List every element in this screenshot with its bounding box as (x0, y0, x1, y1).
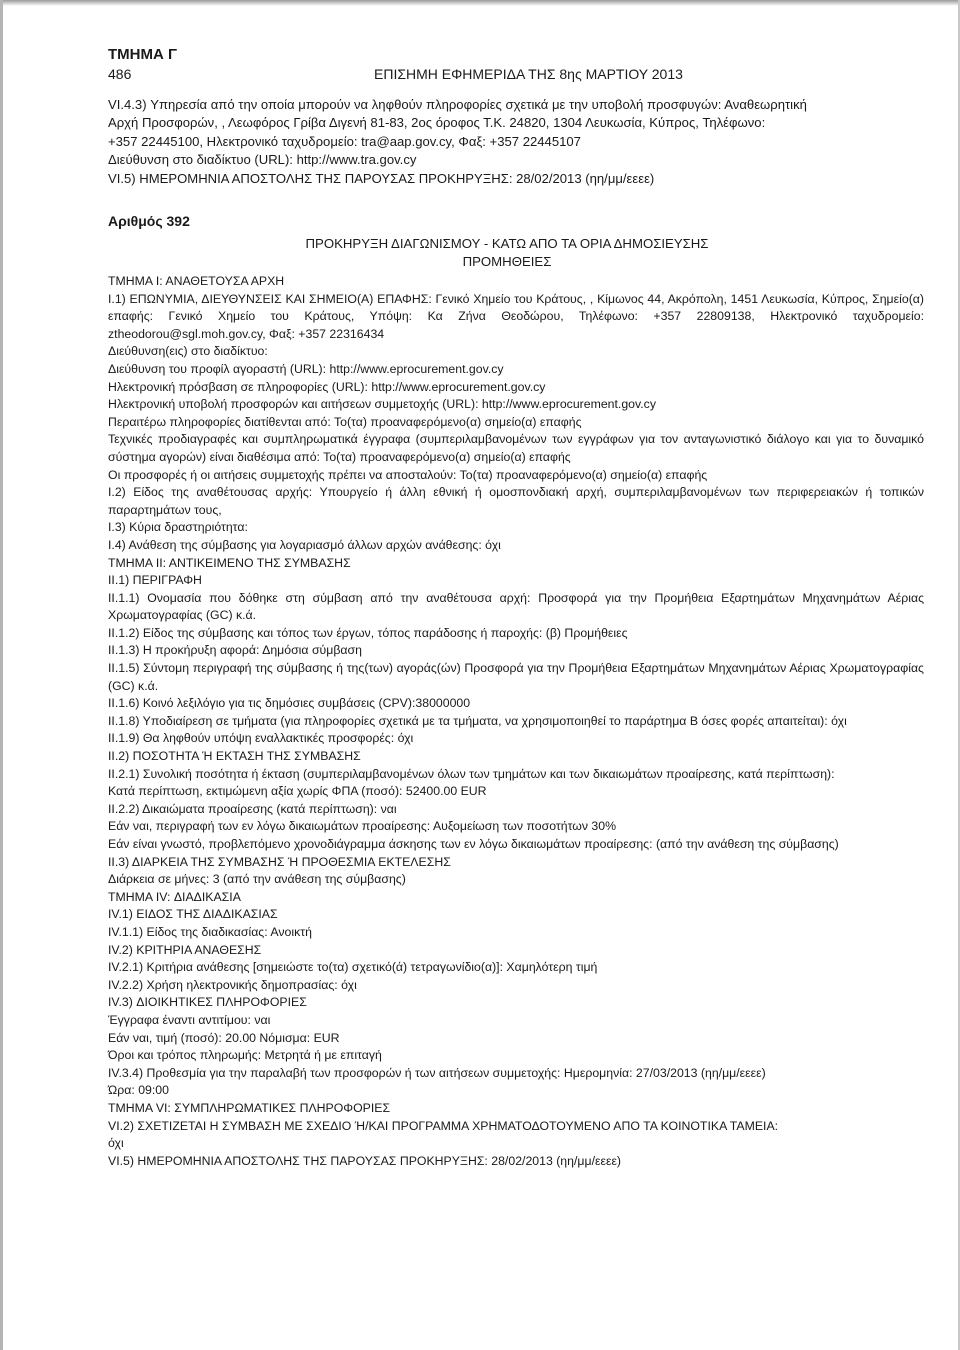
paragraph: IV.1) ΕΙΔΟΣ ΤΗΣ ΔΙΑΔΙΚΑΣΙΑΣ (108, 907, 278, 922)
notice-number: Αριθμός 392 (108, 213, 190, 229)
paragraph: Διάρκεια σε μήνες: 3 (από την ανάθεση της σύμβασης) (108, 872, 406, 887)
paragraph: IV.2) ΚΡΙΤΗΡΙΑ ΑΝΑΘΕΣΗΣ (108, 942, 262, 957)
paragraph: ΙΙ.1.5) Σύντομη περιγραφή της σύμβασης ή της(των) αγοράς(ών) Προσφορά για την Προμήθεια Εξαρτημάτων Μηχανημάτων Αέριας Χρωματογραφίας (GC) κ.ά. (108, 661, 924, 693)
paragraph: VI.2) ΣΧΕΤΙΖΕΤΑΙ Η ΣΥΜΒΑΣΗ ΜΕ ΣΧΕΔΙΟ Ή/ΚΑΙ ΠΡΟΓΡΑΜΜΑ ΧΡΗΜΑΤΟΔΟΤΟΥΜΕΝΟ ΑΠΟ ΤΑ ΚΟΙΝΟΤΙΚΑ ΤΑΜΕΙΑ: (108, 1118, 779, 1133)
paragraph: Ι.1) ΕΠΩΝΥΜΙΑ, ΔΙΕΥΘΥΝΣΕΙΣ ΚΑΙ ΣΗΜΕΙΟ(Α) ΕΠΑΦΗΣ: Γενικό Χημείο του Κράτους, , Κίμωνος 44, Ακρόπολη, 1451 Λευκωσία, Κύπρος, Σημείο(α) επαφής: Γενικό Χημείο του Κράτους, Υπόψη: Κα Ζήνα Θεοδώρου, Τηλέφωνο: +357 22809138, Ηλεκτρονικό ταχυδρομείο: ztheodorou@sgl.moh.gov.cy, Φαξ: +357 22316434 (108, 291, 924, 341)
paragraph: ΤΜΗΜΑ VI: ΣΥΜΠΛΗΡΩΜΑΤΙΚΕΣ ΠΛΗΡΟΦΟΡΙΕΣ (108, 1100, 391, 1115)
paragraph: Ι.2) Είδος της αναθέτουσας αρχής: Υπουργείο ή άλλη εθνική ή ομοσπονδιακή αρχή, συμπεριλαμβανομένων των περιφερειακών ή τοπικών παραρτημάτων τους, (108, 485, 924, 517)
paragraph: Περαιτέρω πληροφορίες διατίθενται από: Το(τα) προαναφερόμενο(α) σημείο(α) επαφής (108, 414, 582, 429)
notice-title-line: ΠΡΟΜΗΘΕΙΕΣ (462, 254, 552, 269)
text-line: VI.5) ΗΜΕΡΟΜΗΝΙΑ ΑΠΟΣΤΟΛΗΣ ΤΗΣ ΠΑΡΟΥΣΑΣ ΠΡΟΚΗΡΥΞΗΣ: 28/02/2013 (ηη/μμ/εεεε) (108, 170, 655, 186)
paragraph: ΤΜΗΜΑ ΙΙ: ΑΝΤΙΚΕΙΜΕΝΟ ΤΗΣ ΣΥΜΒΑΣΗΣ (108, 555, 351, 570)
paragraph: Διεύθυνση του προφίλ αγοραστή (URL): http://www.eprocurement.gov.cy (108, 361, 504, 376)
paragraph: Εάν ναι, τιμή (ποσό): 20.00 Νόμισμα: EUR (108, 1030, 340, 1045)
paragraph: ΙΙ.1.3) Η προκήρυξη αφορά: Δημόσια σύμβαση (108, 643, 362, 658)
text-line: +357 22445100, Ηλεκτρονικό ταχυδρομείο: tra@aap.gov.cy, Φαξ: +357 22445107 (108, 133, 581, 149)
scan-edge-top (0, 0, 960, 6)
paragraph: Ι.4) Ανάθεση της σύμβασης για λογαριασμό άλλων αρχών ανάθεσης: όχι (108, 537, 501, 552)
paragraph: Όροι και τρόπος πληρωμής: Μετρητά ή με επιταγή (108, 1048, 382, 1063)
section-label: ΤΜΗΜΑ Γ (108, 46, 178, 63)
text-line: Διεύθυνση στο διαδίκτυο (URL): http://www.tra.gov.cy (108, 152, 417, 168)
paragraph: IV.2.2) Χρήση ηλεκτρονικής δημοπρασίας: όχι (108, 977, 357, 992)
paragraph: ΤΜΗΜΑ Ι: ΑΝΑΘΕΤΟΥΣΑ ΑΡΧΗ (108, 274, 285, 288)
paragraph: ΙΙ.1.6) Κοινό λεξιλόγιο για τις δημόσιες συμβάσεις (CPV):38000000 (108, 696, 471, 711)
scan-edge-left (0, 0, 3, 1350)
paragraph: Εάν ναι, περιγραφή των εν λόγω δικαιωμάτων προαίρεσης: Αυξομείωση των ποσοτήτων 30% (108, 819, 617, 834)
journal-header: ΕΠΙΣΗΜΗ ΕΦΗΜΕΡΙΔΑ ΤΗΣ 8ης ΜΑΡΤΙΟΥ 2013 (374, 66, 683, 82)
paragraph: IV.1.1) Είδος της διαδικασίας: Ανοικτή (108, 924, 312, 939)
notice-title (272, 235, 742, 271)
paragraph: IV.3.4) Προθεσμία για την παραλαβή των προσφορών ή των αιτήσεων συμμετοχής: Ημερομηνία: 27/03/2013 (ηη/μμ/εεεε) (108, 1065, 766, 1080)
paragraph: Εάν είναι γνωστό, προβλεπόμενο χρονοδιάγραμμα άσκησης των εν λόγω δικαιωμάτων προαίρεσης: (από την ανάθεση της σύμβασης) (108, 837, 839, 851)
paragraph: ΤΜΗΜΑ IV: ΔΙΑΔΙΚΑΣΙΑ (108, 889, 241, 904)
paragraph: ΙΙ.1.8) Υποδιαίρεση σε τμήματα (για πληροφορίες σχετικά με τα τμήματα, να χρησιμοποιηθεί το παράρτημα Β όσες φορές απαιτείται): όχι (108, 713, 847, 728)
paragraph: Ώρα: 09:00 (108, 1083, 169, 1098)
paragraph: ΙΙ.2.2) Δικαιώματα προαίρεσης (κατά περίπτωση): ναι (108, 801, 397, 816)
paragraph: IV.3) ΔΙΟΙΚΗΤΙΚΕΣ ΠΛΗΡΟΦΟΡΙΕΣ (108, 995, 307, 1010)
paragraph: ΙΙ.1.9) Θα ληφθούν υπόψη εναλλακτικές προσφορές: όχι (108, 731, 414, 746)
paragraph: Κατά περίπτωση, εκτιμώμενη αξία χωρίς ΦΠΑ (ποσό): 52400.00 EUR (108, 784, 487, 799)
paragraph: IV.2.1) Κριτήρια ανάθεσης [σημειώστε το(τα) σχετικό(ά) τετραγωνίδιο(α)]: Χαμηλότερη τιμή (108, 960, 598, 975)
text-line: VI.4.3) Υπηρεσία από την οποία μπορούν να ληφθούν πληροφορίες σχετικά με την υποβολή προσφυγών: Αναθεωρητική (108, 97, 807, 112)
paragraph: ΙΙ.1.2) Είδος της σύμβασης και τόπος των έργων, τόπος παράδοσης ή παροχής: (β) Προμήθειες (108, 625, 628, 640)
notice-body (108, 273, 924, 1170)
paragraph: Ηλεκτρονική πρόσβαση σε πληροφορίες (URL): http://www.eprocurement.gov.cy (108, 379, 546, 394)
paragraph: Τεχνικές προδιαγραφές και συμπληρωματικά έγγραφα (συμπεριλαμβανομένων των εγγράφων για τον ανταγωνιστικό διάλογο και για το δυναμικό σύστημα αγορών) είναι διαθέσιμα από: Το(τα) προαναφερόμενο(α) σημείο(α) επαφής (108, 432, 924, 464)
paragraph: ΙΙ.1) ΠΕΡΙΓΡΑΦΗ (108, 573, 202, 588)
paragraph: ΙΙ.3) ΔΙΑΡΚΕΙΑ ΤΗΣ ΣΥΜΒΑΣΗΣ Ή ΠΡΟΘΕΣΜΙΑ ΕΚΤΕΛΕΣΗΣ (108, 854, 451, 869)
paragraph: Ι.3) Κύρια δραστηριότητα: (108, 520, 248, 535)
paragraph: Ηλεκτρονική υποβολή προσφορών και αιτήσεων συμμετοχής (URL): http://www.eprocurement.gov.cy (108, 397, 656, 412)
paragraph: Διεύθυνση(εις) στο διαδίκτυο: (108, 344, 268, 359)
paragraph: ΙΙ.1.1) Ονομασία που δόθηκε στη σύμβαση από την αναθέτουσα αρχή: Προσφορά για την Προμήθεια Εξαρτημάτων Μηχανημάτων Αέριας Χρωματογραφίας (GC) κ.ά. (108, 590, 924, 623)
page-number: 486 (108, 66, 132, 82)
notice-title-line: ΠΡΟΚΗΡΥΞΗ ΔΙΑΓΩΝΙΣΜΟΥ - ΚΑΤΩ ΑΠΟ ΤΑ ΟΡΙΑ ΔΗΜΟΣΙΕΥΣΗΣ (305, 236, 709, 251)
paragraph: VI.5) ΗΜΕΡΟΜΗΝΙΑ ΑΠΟΣΤΟΛΗΣ ΤΗΣ ΠΑΡΟΥΣΑΣ ΠΡΟΚΗΡΥΞΗΣ: 28/02/2013 (ηη/μμ/εεεε) (108, 1153, 622, 1168)
paragraph: ΙΙ.2) ΠΟΣΟΤΗΤΑ Ή ΕΚΤΑΣΗ ΤΗΣ ΣΥΜΒΑΣΗΣ (108, 749, 361, 764)
paragraph: Οι προσφορές ή οι αιτήσεις συμμετοχής πρέπει να αποσταλούν: Το(τα) προαναφερόμενο(α) σημείο(α) επαφής (108, 467, 708, 482)
text-line: Αρχή Προσφορών, , Λεωφόρος Γρίβα Διγενή 81-83, 2ος όροφος Τ.Κ. 24820, 1304 Λευκωσία, Κύπρος, Τηλέφωνο: (108, 115, 766, 131)
paragraph: όχι (108, 1136, 124, 1151)
paragraph: ΙΙ.2.1) Συνολική ποσότητα ή έκταση (συμπεριλαμβανομένων όλων των τμημάτων και των δικαιωμάτων προαίρεσης, κατά περίπτωση): (108, 766, 835, 781)
previous-notice-tail (108, 96, 918, 188)
paragraph: Έγγραφα έναντι αντιτίμου: ναι (108, 1012, 271, 1027)
